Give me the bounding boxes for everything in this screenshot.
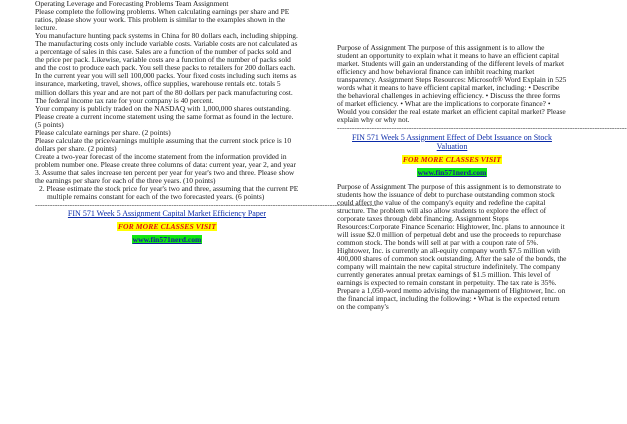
left-column: [35, 0, 377, 245]
task-stock-price: 2. Please estimate the stock price for year's two and three, assuming that the current PE multiple remains constant for each of the two forecasted years. (6 points): [39, 184, 299, 202]
debt-purpose-paragraph: Purpose of Assignment The purpose of this assignment is to demonstrate to students how the issuance of debt to purchase outstanding common stock could affect the value of the company's equity and redefine the capital structure. The problem will also allow students to explore the effect of corporate taxes through debt financing. Assignment Steps Resources:Corporate Finance Scenario: Hightower, Inc. plans to announce it will issue $2.0 million of perpetual debt and use the proceeds to repurchase common stock. The bonds will sell at par with a coupon rate of 5%. Hightower, Inc. is currently an all-equity company worth $7.5 million with 400,000 shares of common stock outstanding. After the sale of the bonds, the company will maintain the new capital structure indefinitely. The company currently generates annual pretax earnings of $1.5 million. This level of earnings is expected to remain constant in perpetuity. The tax rate is 35%. Prepare a 1,050-word memo advising the management of Hightower, Inc. on the financial impact, including the following: • What is the expected return on the company's: [337, 181, 567, 312]
promo-banner: FOR MORE CLASSES VISIT: [402, 154, 502, 164]
task-income-statement: Please create a current income statement using the same format as found in the lecture. (5 points): [35, 111, 294, 129]
efficiency-purpose-paragraph: Purpose of Assignment The purpose of this assignment is to allow the student an opportunity to explain what it means to have an efficient capital market. Students will gain an understanding of the different levels of market efficiency and how behavioral finance can inhibit reaching market transparency. Assignment Steps Resources: Microsoft® Word Explain in 525 words what it means to have efficient capital market, including: • Describe the behavioral challenges in achieving efficiency. • Discuss the three forms of market efficiency. • What are the implications to corporate finance? • Would you consider the real estate market an efficient capital market? Please explain why or why not.: [337, 43, 567, 125]
promo-banner: FOR MORE CLASSES VISIT: [117, 222, 217, 232]
task-pe-multiple: Please calculate the price/earnings multiple assuming that the current stock price is 10 dollars per share. (2 points): [35, 135, 292, 153]
instructions-paragraph: Please complete the following problems. When calculating earnings per share and PE ratios, please show your work. This problem is similar to the examples shown in the lecture.: [35, 7, 290, 33]
site-link[interactable]: www.fin571nerd.com: [132, 235, 202, 245]
shares-paragraph: Your company is publicly traded on the NASDAQ with 1,000,000 shares outstanding.: [35, 103, 291, 113]
debt-issuance-link[interactable]: FIN 571 Week 5 Assignment Effect of Debt Issuance on Stock Valuation: [352, 132, 552, 151]
separator-rule: ---------------------------------------------------------------------------------------------------------------------: [337, 123, 627, 133]
separator-rule: ------------------------------------------------------------------------------------------------------------------------------------------: [35, 200, 377, 210]
assignment-title: Operating Leverage and Forecasting Problems Team Assignment: [35, 0, 229, 8]
site-link[interactable]: www.fin571nerd.com: [417, 167, 487, 177]
right-column: [337, 43, 627, 312]
scenario-paragraph: You manufacture hunting pack systems in China for 80 dollars each, including shipping. The manufacturing costs only include variable costs. Variable costs are not calculated as a percentage of sales in this case. Sales are a function of the number of packs sold and the price per pack. Likewise, variable costs are a function of the number of packs sold and the cost to produce each pack. You sell these packs to retailers for 200 dollars each. In the current year you will sell 100,000 packs. Your fixed costs including such items as insurance, marketing, travel, shows, office supplies, warehouse rentals etc. totals 5 million dollars this year and are not part of the 80 dollars per pack manufacturing cost. The federal income tax rate for your company is 40 percent.: [35, 31, 298, 105]
capital-market-efficiency-link[interactable]: FIN 571 Week 5 Assignment Capital Market Efficiency Paper: [67, 209, 267, 219]
task-forecast: Create a two-year forecast of the income statement from the information provided in problem number one. Please create three columns of data: current year, year 2, and year 3. Assume that sales increase ten percent per year for year's two and three. Please show the earnings per share for each of the three years. (10 points): [35, 151, 296, 186]
task-eps: Please calculate earnings per share. (2 points): [35, 127, 171, 137]
